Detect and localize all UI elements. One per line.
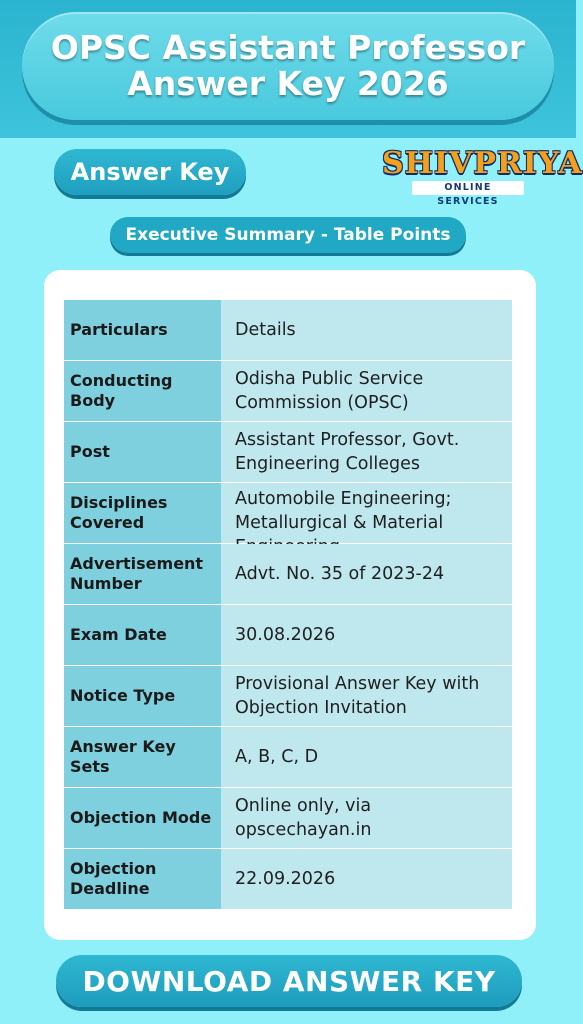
download-answer-key-label: DOWNLOAD ANSWER KEY [82, 964, 496, 998]
download-answer-key-button[interactable] [56, 955, 522, 1007]
table-row [64, 300, 512, 360]
table-cell-label: Disciplines Covered [64, 483, 221, 543]
table-row [64, 360, 512, 421]
table-row [64, 421, 512, 482]
table-cell-value: Provisional Answer Key with Objection Invitation [221, 666, 512, 726]
table-cell-label: Answer Key Sets [64, 727, 221, 787]
shivpriya-logo [382, 146, 583, 207]
logo-tagline: ONLINE SERVICES [412, 181, 524, 195]
table-row [64, 543, 512, 604]
table-cell-label: Advertisement Number [64, 544, 221, 604]
page-title [51, 30, 525, 102]
table-cell-label: Objection Deadline [64, 849, 221, 909]
page-title-line-2: Answer Key 2026 [127, 64, 449, 103]
table-cell-value: 22.09.2026 [221, 849, 512, 909]
table-row [64, 726, 512, 787]
page-title-banner [22, 12, 554, 120]
table-cell-label: Exam Date [64, 605, 221, 665]
section-heading-label: Executive Summary - Table Points [125, 225, 451, 245]
table-cell-value: Odisha Public Service Commission (OPSC) [221, 361, 512, 421]
table-cell-label: Conducting Body [64, 361, 221, 421]
table-row [64, 482, 512, 543]
answer-key-tag [54, 149, 246, 195]
table-cell-value: Automobile Engineering; Metallurgical & Material [221, 483, 512, 543]
section-heading [110, 217, 466, 253]
table-cell-value: 30.08.2026 [221, 605, 512, 665]
table-header-details: Details [221, 300, 512, 360]
answer-key-tag-label: Answer Key [70, 158, 230, 186]
page-title-line-1: OPSC Assistant Professor [50, 28, 526, 67]
table-cell-value: A, B, C, D [221, 727, 512, 787]
table-cell-label: Notice Type [64, 666, 221, 726]
table-cell-value: Online only, via opscechayan.in [221, 788, 512, 848]
table-row [64, 665, 512, 726]
table-cell-label: Objection Mode [64, 788, 221, 848]
logo-brand-text: SHIVPRIYA [382, 146, 583, 181]
table-row [64, 848, 512, 909]
table-cell-label: Post [64, 422, 221, 482]
table-header-particulars: Particulars [64, 300, 221, 360]
summary-table [64, 300, 512, 909]
table-cell-value: Assistant Professor, Govt. Engineering Colleges [221, 422, 512, 482]
table-cell-value: Advt. No. 35 of 2023-24 [221, 544, 512, 604]
table-row [64, 604, 512, 665]
table-row [64, 787, 512, 848]
